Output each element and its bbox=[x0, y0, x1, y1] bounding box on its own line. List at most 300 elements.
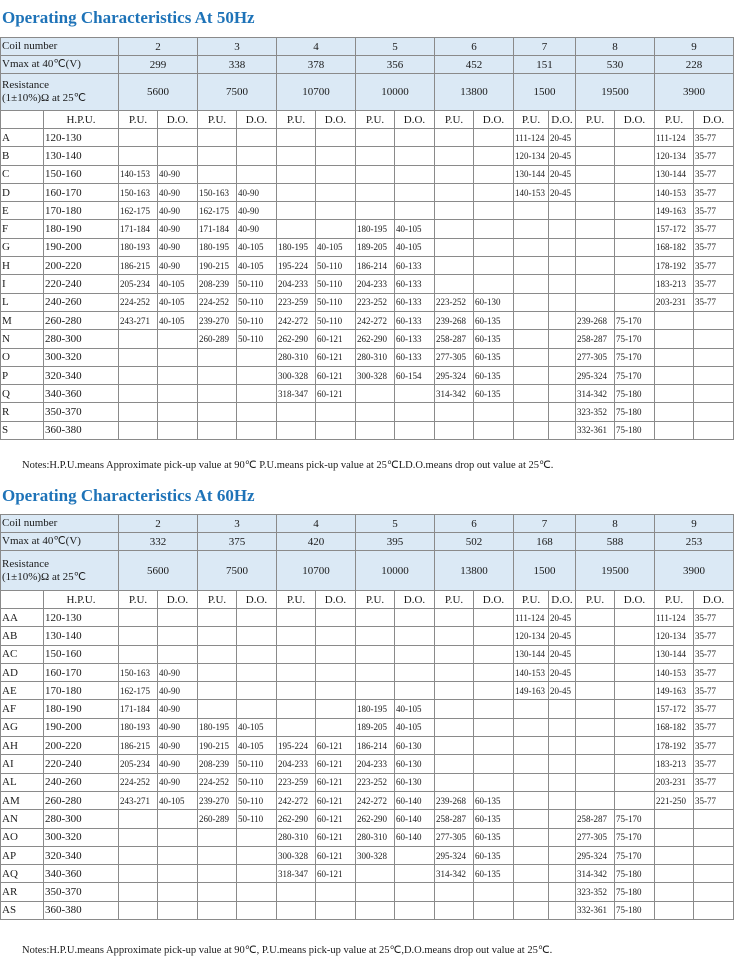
do-value bbox=[316, 421, 356, 439]
row-hpu: 200-220 bbox=[44, 257, 119, 275]
row-hpu: 300-320 bbox=[44, 348, 119, 366]
do-value bbox=[694, 883, 734, 901]
pu-value bbox=[435, 129, 474, 147]
do-value bbox=[158, 865, 198, 883]
do-value: 60-121 bbox=[316, 865, 356, 883]
do-value: 40-105 bbox=[395, 220, 435, 238]
resistance-label-line2: (1±10%)Ω at 25℃ bbox=[2, 92, 86, 104]
coil-number-cell: 5 bbox=[356, 38, 435, 56]
do-value bbox=[694, 421, 734, 439]
do-value bbox=[237, 403, 277, 421]
table-row bbox=[1, 275, 734, 293]
do-value: 40-90 bbox=[237, 202, 277, 220]
do-value: 60-135 bbox=[474, 311, 514, 329]
row-code: F bbox=[1, 220, 44, 238]
table-row bbox=[1, 645, 734, 663]
do-value: 60-121 bbox=[316, 366, 356, 384]
pu-header: P.U. bbox=[277, 591, 316, 609]
pu-value bbox=[198, 165, 237, 183]
do-value: 20-45 bbox=[549, 165, 576, 183]
do-value: 40-90 bbox=[158, 755, 198, 773]
row-code: N bbox=[1, 330, 44, 348]
pu-value bbox=[435, 663, 474, 681]
do-value: 50-110 bbox=[237, 755, 277, 773]
pu-value bbox=[514, 275, 549, 293]
do-value bbox=[237, 828, 277, 846]
do-value: 40-90 bbox=[237, 183, 277, 201]
do-value: 35-77 bbox=[694, 645, 734, 663]
pu-value bbox=[655, 846, 694, 864]
pu-value bbox=[356, 165, 395, 183]
do-value bbox=[549, 901, 576, 919]
row-code: M bbox=[1, 311, 44, 329]
coil-number-cell: 8 bbox=[576, 515, 655, 533]
pu-value: 295-324 bbox=[576, 366, 615, 384]
pu-value: 149-163 bbox=[514, 682, 549, 700]
do-value: 50-110 bbox=[237, 311, 277, 329]
pu-value bbox=[198, 348, 237, 366]
pu-value bbox=[356, 183, 395, 201]
do-value bbox=[549, 865, 576, 883]
pu-value: 239-270 bbox=[198, 311, 237, 329]
pu-value: 223-259 bbox=[277, 773, 316, 791]
resistance-label bbox=[1, 74, 119, 111]
do-value: 60-121 bbox=[316, 385, 356, 403]
table-row bbox=[1, 220, 734, 238]
pu-value bbox=[576, 718, 615, 736]
do-value bbox=[694, 846, 734, 864]
pu-value: 224-252 bbox=[119, 293, 158, 311]
pu-value: 186-215 bbox=[119, 257, 158, 275]
pu-value bbox=[119, 645, 158, 663]
pu-value bbox=[356, 682, 395, 700]
do-value bbox=[474, 645, 514, 663]
vmax-cell: 378 bbox=[277, 56, 356, 74]
pu-value bbox=[514, 366, 549, 384]
do-value bbox=[549, 810, 576, 828]
pu-header: P.U. bbox=[119, 111, 158, 129]
row-hpu: 190-200 bbox=[44, 238, 119, 256]
table-row bbox=[1, 883, 734, 901]
coil-number-cell: 5 bbox=[356, 515, 435, 533]
do-value bbox=[549, 421, 576, 439]
do-value bbox=[237, 421, 277, 439]
row-hpu: 260-280 bbox=[44, 791, 119, 809]
row-code: AG bbox=[1, 718, 44, 736]
row-hpu: 340-360 bbox=[44, 385, 119, 403]
do-value: 40-105 bbox=[237, 737, 277, 755]
row-code: I bbox=[1, 275, 44, 293]
pu-value: 205-234 bbox=[119, 275, 158, 293]
do-value bbox=[549, 311, 576, 329]
pu-value bbox=[514, 202, 549, 220]
do-value: 40-105 bbox=[158, 275, 198, 293]
pu-value bbox=[277, 165, 316, 183]
pu-value: 277-305 bbox=[576, 348, 615, 366]
do-value: 60-133 bbox=[395, 330, 435, 348]
do-value: 35-77 bbox=[694, 220, 734, 238]
do-value: 35-77 bbox=[694, 275, 734, 293]
do-value bbox=[316, 627, 356, 645]
row-hpu: 240-260 bbox=[44, 773, 119, 791]
do-value bbox=[395, 147, 435, 165]
do-value bbox=[474, 165, 514, 183]
pu-value bbox=[514, 865, 549, 883]
do-value: 75-170 bbox=[615, 810, 655, 828]
coil-number-cell: 2 bbox=[119, 515, 198, 533]
pu-header: P.U. bbox=[435, 591, 474, 609]
pu-value: 186-214 bbox=[356, 257, 395, 275]
do-value: 75-180 bbox=[615, 883, 655, 901]
pu-value bbox=[576, 755, 615, 773]
pu-value: 183-213 bbox=[655, 755, 694, 773]
do-value: 60-121 bbox=[316, 846, 356, 864]
row-code: E bbox=[1, 202, 44, 220]
do-value bbox=[474, 275, 514, 293]
resistance-cell: 7500 bbox=[198, 551, 277, 591]
pu-value bbox=[119, 609, 158, 627]
do-value: 60-133 bbox=[395, 311, 435, 329]
resistance-cell: 10000 bbox=[356, 551, 435, 591]
do-value bbox=[615, 220, 655, 238]
pu-value bbox=[119, 828, 158, 846]
do-value: 40-105 bbox=[158, 293, 198, 311]
do-value bbox=[316, 129, 356, 147]
do-value: 60-121 bbox=[316, 773, 356, 791]
do-value bbox=[474, 129, 514, 147]
pu-value bbox=[435, 645, 474, 663]
pu-value bbox=[514, 755, 549, 773]
pu-value bbox=[277, 421, 316, 439]
do-value bbox=[474, 220, 514, 238]
do-value bbox=[395, 165, 435, 183]
pu-value: 130-144 bbox=[655, 165, 694, 183]
do-value bbox=[316, 220, 356, 238]
do-value: 20-45 bbox=[549, 129, 576, 147]
do-value bbox=[237, 147, 277, 165]
pu-value bbox=[356, 202, 395, 220]
do-value bbox=[615, 275, 655, 293]
do-value bbox=[158, 645, 198, 663]
do-value: 50-110 bbox=[237, 773, 277, 791]
do-value bbox=[237, 366, 277, 384]
pu-value bbox=[119, 147, 158, 165]
pu-value bbox=[356, 403, 395, 421]
do-header: D.O. bbox=[316, 111, 356, 129]
pu-value: 150-163 bbox=[119, 183, 158, 201]
do-value: 35-77 bbox=[694, 165, 734, 183]
pu-value bbox=[119, 627, 158, 645]
pu-value bbox=[514, 403, 549, 421]
do-value bbox=[158, 421, 198, 439]
coil-number-cell: 7 bbox=[514, 515, 576, 533]
row-hpu: 170-180 bbox=[44, 202, 119, 220]
do-value bbox=[237, 129, 277, 147]
table-row bbox=[1, 846, 734, 864]
do-value bbox=[158, 147, 198, 165]
row-hpu: 280-300 bbox=[44, 810, 119, 828]
pu-value bbox=[576, 773, 615, 791]
do-value bbox=[615, 183, 655, 201]
pu-value bbox=[514, 421, 549, 439]
pu-value: 332-361 bbox=[576, 901, 615, 919]
resistance-cell: 10700 bbox=[277, 74, 356, 111]
pu-header: P.U. bbox=[198, 591, 237, 609]
do-value: 35-77 bbox=[694, 663, 734, 681]
pu-value bbox=[435, 238, 474, 256]
do-value bbox=[395, 421, 435, 439]
pu-value: 277-305 bbox=[435, 828, 474, 846]
do-value bbox=[316, 609, 356, 627]
pu-value bbox=[119, 810, 158, 828]
notes-60hz: Notes:H.P.U.means Approximate pick-up value at 90℃, P.U.means pick-up value at 25℃,D.O.means drop out value at 25℃. bbox=[22, 945, 553, 956]
coil-number-cell: 3 bbox=[198, 38, 277, 56]
do-value bbox=[158, 810, 198, 828]
pu-value bbox=[435, 147, 474, 165]
pu-value: 300-328 bbox=[277, 846, 316, 864]
do-value bbox=[237, 165, 277, 183]
pu-value bbox=[576, 129, 615, 147]
coil-number-cell: 8 bbox=[576, 38, 655, 56]
do-value bbox=[395, 883, 435, 901]
row-hpu: 240-260 bbox=[44, 293, 119, 311]
vmax-cell: 151 bbox=[514, 56, 576, 74]
table-row bbox=[1, 311, 734, 329]
row-hpu: 130-140 bbox=[44, 147, 119, 165]
pu-value: 168-182 bbox=[655, 718, 694, 736]
pu-value bbox=[576, 682, 615, 700]
do-value: 60-140 bbox=[395, 810, 435, 828]
code-header bbox=[1, 111, 44, 129]
do-value: 20-45 bbox=[549, 645, 576, 663]
pu-value bbox=[655, 901, 694, 919]
row-code: R bbox=[1, 403, 44, 421]
pu-value bbox=[277, 220, 316, 238]
do-value: 40-90 bbox=[158, 663, 198, 681]
pu-value bbox=[576, 627, 615, 645]
table-row bbox=[1, 257, 734, 275]
do-value bbox=[395, 663, 435, 681]
pu-value bbox=[198, 645, 237, 663]
pu-value bbox=[119, 421, 158, 439]
pu-value bbox=[514, 737, 549, 755]
do-value bbox=[549, 403, 576, 421]
pu-value: 157-172 bbox=[655, 220, 694, 238]
pu-value bbox=[198, 663, 237, 681]
do-header: D.O. bbox=[237, 591, 277, 609]
row-hpu: 300-320 bbox=[44, 828, 119, 846]
pu-value bbox=[356, 609, 395, 627]
do-value bbox=[615, 147, 655, 165]
pu-value bbox=[435, 220, 474, 238]
do-value: 40-90 bbox=[158, 238, 198, 256]
table-row bbox=[1, 755, 734, 773]
coil-number-cell: 4 bbox=[277, 515, 356, 533]
pu-value bbox=[655, 330, 694, 348]
do-value: 60-133 bbox=[395, 257, 435, 275]
row-hpu: 150-160 bbox=[44, 165, 119, 183]
row-hpu: 340-360 bbox=[44, 865, 119, 883]
do-value: 20-45 bbox=[549, 663, 576, 681]
pu-value bbox=[356, 865, 395, 883]
pu-value: 258-287 bbox=[576, 810, 615, 828]
do-value bbox=[549, 366, 576, 384]
coil-number-cell: 9 bbox=[655, 515, 734, 533]
row-hpu: 220-240 bbox=[44, 275, 119, 293]
do-value bbox=[237, 682, 277, 700]
do-value bbox=[237, 901, 277, 919]
do-value: 40-90 bbox=[158, 682, 198, 700]
table-row bbox=[1, 773, 734, 791]
vmax-cell: 299 bbox=[119, 56, 198, 74]
pu-value bbox=[198, 828, 237, 846]
pu-value bbox=[576, 791, 615, 809]
pu-value: 262-290 bbox=[277, 330, 316, 348]
do-value: 50-110 bbox=[237, 275, 277, 293]
do-value bbox=[549, 718, 576, 736]
pu-value bbox=[435, 755, 474, 773]
pu-header: P.U. bbox=[514, 591, 549, 609]
pu-header: P.U. bbox=[277, 111, 316, 129]
pu-value: 111-124 bbox=[514, 609, 549, 627]
do-value bbox=[615, 718, 655, 736]
pu-value bbox=[277, 718, 316, 736]
do-value: 60-130 bbox=[395, 773, 435, 791]
do-value bbox=[615, 737, 655, 755]
pu-value bbox=[435, 257, 474, 275]
pu-value: 140-153 bbox=[514, 663, 549, 681]
do-value: 40-90 bbox=[158, 220, 198, 238]
do-value: 60-121 bbox=[316, 737, 356, 755]
row-hpu: 360-380 bbox=[44, 901, 119, 919]
pu-value: 277-305 bbox=[576, 828, 615, 846]
do-value: 75-170 bbox=[615, 348, 655, 366]
do-value: 60-121 bbox=[316, 330, 356, 348]
coil-number-row bbox=[1, 515, 734, 533]
do-value bbox=[694, 810, 734, 828]
do-value bbox=[395, 682, 435, 700]
pu-value bbox=[435, 901, 474, 919]
do-value: 75-180 bbox=[615, 865, 655, 883]
pu-value: 258-287 bbox=[435, 810, 474, 828]
pu-value: 203-231 bbox=[655, 773, 694, 791]
pu-value bbox=[576, 737, 615, 755]
pu-value bbox=[356, 129, 395, 147]
row-hpu: 350-370 bbox=[44, 883, 119, 901]
do-value: 40-90 bbox=[158, 165, 198, 183]
pu-value: 314-342 bbox=[576, 865, 615, 883]
do-value: 35-77 bbox=[694, 202, 734, 220]
pu-value bbox=[514, 791, 549, 809]
pu-value bbox=[356, 385, 395, 403]
table-row bbox=[1, 147, 734, 165]
resistance-cell: 10000 bbox=[356, 74, 435, 111]
do-value bbox=[237, 846, 277, 864]
do-value bbox=[549, 755, 576, 773]
do-value bbox=[316, 682, 356, 700]
pu-value bbox=[198, 901, 237, 919]
pu-value: 243-271 bbox=[119, 791, 158, 809]
table-row bbox=[1, 403, 734, 421]
do-value bbox=[549, 846, 576, 864]
pu-value bbox=[277, 663, 316, 681]
do-value: 40-90 bbox=[237, 220, 277, 238]
pu-value: 178-192 bbox=[655, 737, 694, 755]
pu-value bbox=[514, 311, 549, 329]
row-hpu: 350-370 bbox=[44, 403, 119, 421]
do-value bbox=[615, 293, 655, 311]
pu-value: 280-310 bbox=[277, 348, 316, 366]
do-value: 75-180 bbox=[615, 421, 655, 439]
do-value bbox=[615, 755, 655, 773]
pu-value bbox=[277, 883, 316, 901]
row-code: L bbox=[1, 293, 44, 311]
coil-number-cell: 6 bbox=[435, 38, 514, 56]
do-value bbox=[237, 385, 277, 403]
do-value bbox=[395, 627, 435, 645]
do-value: 60-135 bbox=[474, 385, 514, 403]
row-code: O bbox=[1, 348, 44, 366]
table-60hz bbox=[0, 514, 734, 920]
pu-value bbox=[514, 718, 549, 736]
pu-value bbox=[198, 883, 237, 901]
do-value bbox=[615, 791, 655, 809]
vmax-cell: 228 bbox=[655, 56, 734, 74]
pu-value: 262-290 bbox=[277, 810, 316, 828]
row-code: AD bbox=[1, 663, 44, 681]
row-hpu: 120-130 bbox=[44, 609, 119, 627]
row-hpu: 320-340 bbox=[44, 846, 119, 864]
pu-value bbox=[576, 183, 615, 201]
pu-value bbox=[514, 293, 549, 311]
do-value: 35-77 bbox=[694, 293, 734, 311]
do-header: D.O. bbox=[615, 591, 655, 609]
table-row bbox=[1, 421, 734, 439]
do-value: 40-90 bbox=[158, 700, 198, 718]
table-row bbox=[1, 718, 734, 736]
pu-header: P.U. bbox=[576, 111, 615, 129]
pu-value bbox=[119, 883, 158, 901]
pu-value: 224-252 bbox=[119, 773, 158, 791]
row-code: AA bbox=[1, 609, 44, 627]
pu-value bbox=[435, 403, 474, 421]
do-value bbox=[395, 865, 435, 883]
do-value bbox=[549, 791, 576, 809]
vmax-label: Vmax at 40℃(V) bbox=[1, 56, 119, 74]
resistance-row bbox=[1, 74, 734, 111]
do-value bbox=[395, 609, 435, 627]
pu-value bbox=[435, 627, 474, 645]
do-value bbox=[395, 645, 435, 663]
do-value bbox=[694, 330, 734, 348]
pu-value bbox=[119, 366, 158, 384]
pu-value: 183-213 bbox=[655, 275, 694, 293]
do-value: 50-110 bbox=[316, 311, 356, 329]
do-value: 50-110 bbox=[237, 293, 277, 311]
do-value bbox=[549, 348, 576, 366]
pu-value: 300-328 bbox=[356, 366, 395, 384]
vmax-row bbox=[1, 533, 734, 551]
pu-value: 186-215 bbox=[119, 737, 158, 755]
do-value: 60-121 bbox=[316, 791, 356, 809]
hpu-header: H.P.U. bbox=[44, 111, 119, 129]
row-code: AI bbox=[1, 755, 44, 773]
pu-value: 204-233 bbox=[277, 275, 316, 293]
do-value: 35-77 bbox=[694, 257, 734, 275]
do-value bbox=[158, 385, 198, 403]
vmax-cell: 356 bbox=[356, 56, 435, 74]
row-hpu: 160-170 bbox=[44, 183, 119, 201]
